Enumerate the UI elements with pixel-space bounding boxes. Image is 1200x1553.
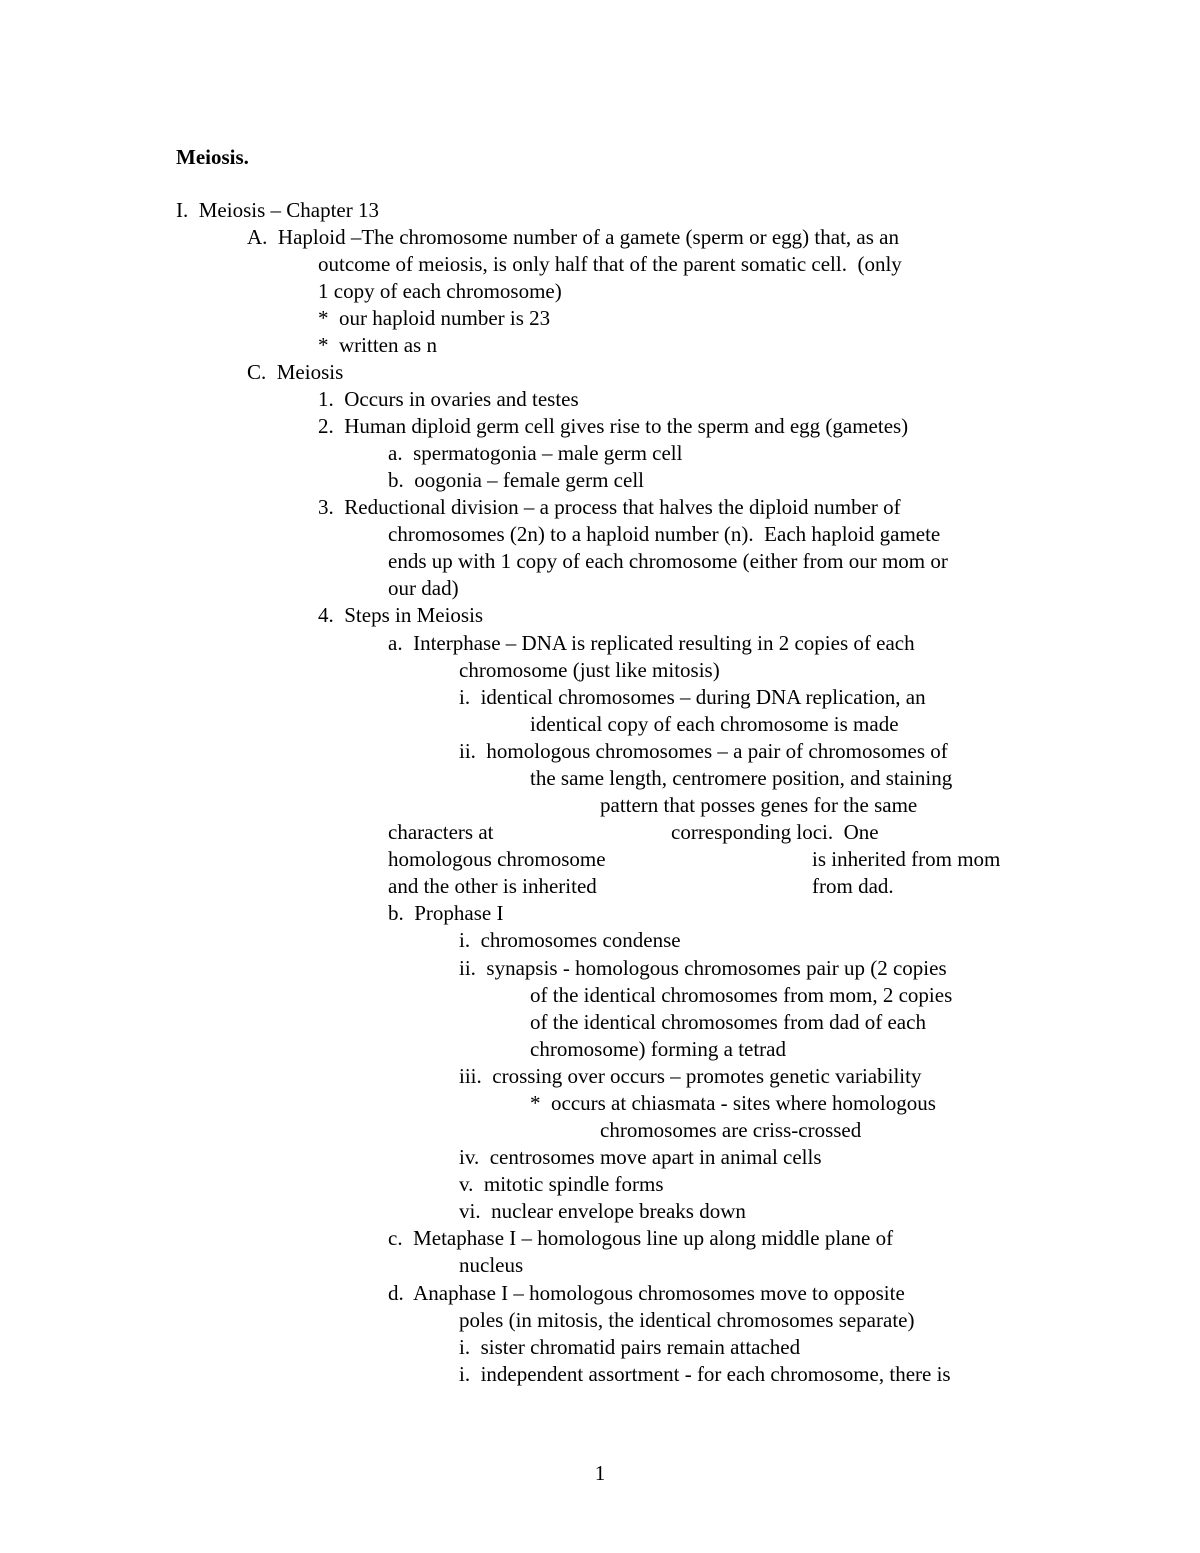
outline-line: v. mitotic spindle forms [459,1172,664,1196]
outline-line: 1. Occurs in ovaries and testes [318,387,579,411]
outline-line: pattern that posses genes for the same [600,793,918,817]
outline-line: ii. homologous chromosomes – a pair of chromosomes of [459,739,948,763]
outline-line: a. Interphase – DNA is replicated resulting in 2 copies of each [388,631,915,655]
outline-line: 2. Human diploid germ cell gives rise to the sperm and egg (gametes) [318,414,909,438]
outline-line: our dad) [388,576,459,600]
outline-line: ends up with 1 copy of each chromosome (either from our mom or [388,549,948,573]
outline-line: corresponding loci. One [671,820,879,844]
outline-line: i. independent assortment - for each chromosome, there is [459,1362,951,1386]
outline-line: A. Haploid –The chromosome number of a gamete (sperm or egg) that, as an [247,225,899,249]
outline-line: chromosome (just like mitosis) [459,658,720,682]
outline-line: * occurs at chiasmata - sites where homologous [530,1091,936,1115]
outline-line: ii. synapsis - homologous chromosomes pair up (2 copies [459,956,947,980]
outline-line: C. Meiosis [247,360,344,384]
outline-line: a. spermatogonia – male germ cell [388,441,683,465]
outline-line: outcome of meiosis, is only half that of the parent somatic cell. (only [318,252,902,276]
outline-line: is inherited from mom [812,847,1001,871]
outline-line: 1 copy of each chromosome) [318,279,562,303]
outline-line: 3. Reductional division – a process that halves the diploid number of [318,495,901,519]
outline-line: b. Prophase I [388,901,504,925]
outline-line: from dad. [812,874,894,898]
outline-line: i. identical chromosomes – during DNA replication, an [459,685,926,709]
outline-line: the same length, centromere position, and staining [530,766,953,790]
outline-line: 4. Steps in Meiosis [318,603,484,627]
outline-line: iii. crossing over occurs – promotes genetic variability [459,1064,922,1088]
outline-line: chromosome) forming a tetrad [530,1037,786,1061]
outline-line: b. oogonia – female germ cell [388,468,644,492]
outline-line: i. chromosomes condense [459,928,681,952]
outline-line: nucleus [459,1253,524,1277]
outline-line: homologous chromosome [388,847,606,871]
outline-line: vi. nuclear envelope breaks down [459,1199,746,1223]
outline-line: iv. centrosomes move apart in animal cells [459,1145,822,1169]
outline-line: poles (in mitosis, the identical chromosomes separate) [459,1308,915,1332]
outline-line: I. Meiosis – Chapter 13 [176,198,379,222]
outline-line: chromosomes are criss-crossed [600,1118,862,1142]
outline-line: characters at [388,820,494,844]
outline-line: i. sister chromatid pairs remain attached [459,1335,801,1359]
outline-line: of the identical chromosomes from mom, 2 copies [530,983,953,1007]
outline-line: c. Metaphase I – homologous line up along middle plane of [388,1226,894,1250]
outline-line: * our haploid number is 23 [318,306,551,330]
outline-line: chromosomes (2n) to a haploid number (n). Each haploid gamete [388,522,941,546]
outline-line: * written as n [318,333,437,357]
page-title: Meiosis. [176,145,249,169]
outline-line: identical copy of each chromosome is made [530,712,899,736]
outline-line: of the identical chromosomes from dad of each [530,1010,926,1034]
outline-line: and the other is inherited [388,874,597,898]
page-number: 1 [594,1461,606,1485]
outline-line: d. Anaphase I – homologous chromosomes move to opposite [388,1281,905,1305]
